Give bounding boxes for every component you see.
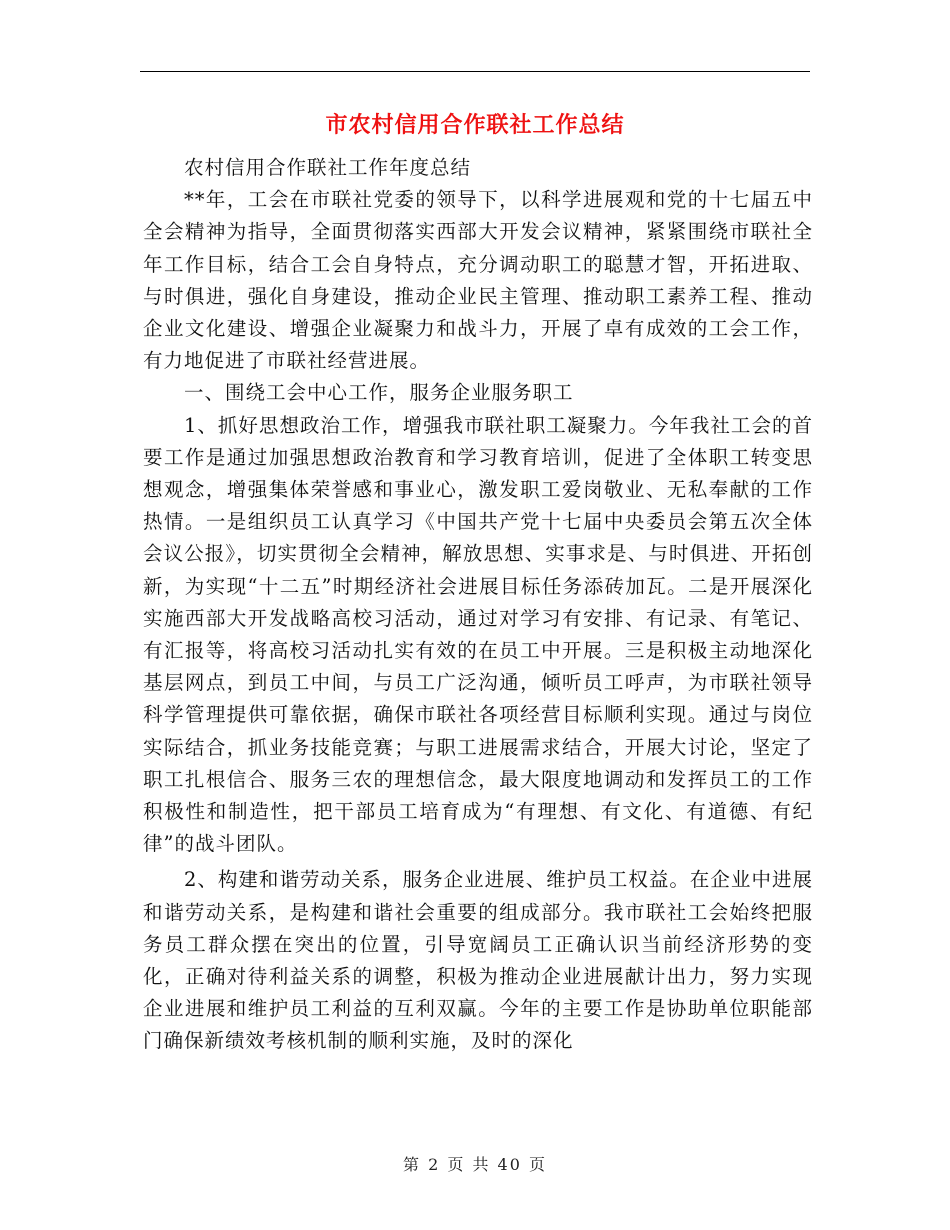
intro-paragraph: **年，工会在市联社党委的领导下，以科学进展观和党的十七届五中全会精神为指导，全面贯彻落实西部大开发会议精神，紧紧围绕市联社全年工作目标，结合工会自身特点，充分调动职工的聪慧才智，开拓进取、与时俱进，强化自身建设，推动企业民主管理、推动职工素养工程、推动企业文化建设、增强企业凝聚力和战斗力，开展了卓有成效的工会工作，有力地促进了市联社经营进展。 [143,188,813,373]
page-footer: 第 2 页 共 40 页 [403,1155,547,1174]
document-body [143,152,813,1058]
subtitle-paragraph: 农村信用合作联社工作年度总结 [183,156,471,179]
section-heading: 一、围绕工会中心工作，服务企业服务职工 [183,381,574,405]
document-title: 市农村信用合作联社工作总结 [325,113,625,138]
body-paragraph-2: 2、构建和谐劳动关系，服务企业进展、维护员工权益。在企业中进展和谐劳动关系，是构建和谐社会重要的组成部分。我市联社工会始终把服务员工群众摆在突出的位置，引导宽阔员工正确认识当前经济形势的变化，正确对待利益关系的调整，积极为推动企业进展献计出力，努力实现企业进展和维护员工利益的互利双赢。今年的主要工作是协助单位职能部门确保新绩效考核机制的顺利实施，及时的深化 [143,868,813,1053]
body-paragraph-1: 1、抓好思想政治工作，增强我市联社职工凝聚力。今年我社工会的首要工作是通过加强思想政治教育和学习教育培训，促进了全体职工转变思想观念，增强集体荣誉感和事业心，激发职工爱岗敬业、无私奉献的工作热情。一是组织员工认真学习《中国共产党十七届中央委员会第五次全体会议公报》，切实贯彻全会精神，解放思想、实事求是、与时俱进、开拓创新，为实现“十二五”时期经济社会进展目标任务添砖加瓦。二是开展深化实施西部大开发战略高校习活动，通过对学习有安排、有记录、有笔记、有汇报等，将高校习活动扎实有效的在员工中开展。三是积极主动地深化基层网点，到员工中间，与员工广泛沟通，倾听员工呼声，为市联社领导科学管理提供可靠依据，确保市联社各项经营目标顺利实现。通过与岗位实际结合，抓业务技能竞赛；与职工进展需求结合，开展大讨论，坚定了职工扎根信合、服务三农的理想信念，最大限度地调动和发挥员工的工作积极性和制造性，把干部员工培育成为“有理想、有文化、有道德、有纪律”的战斗团队。 [143,413,813,856]
header-rule [140,71,810,72]
